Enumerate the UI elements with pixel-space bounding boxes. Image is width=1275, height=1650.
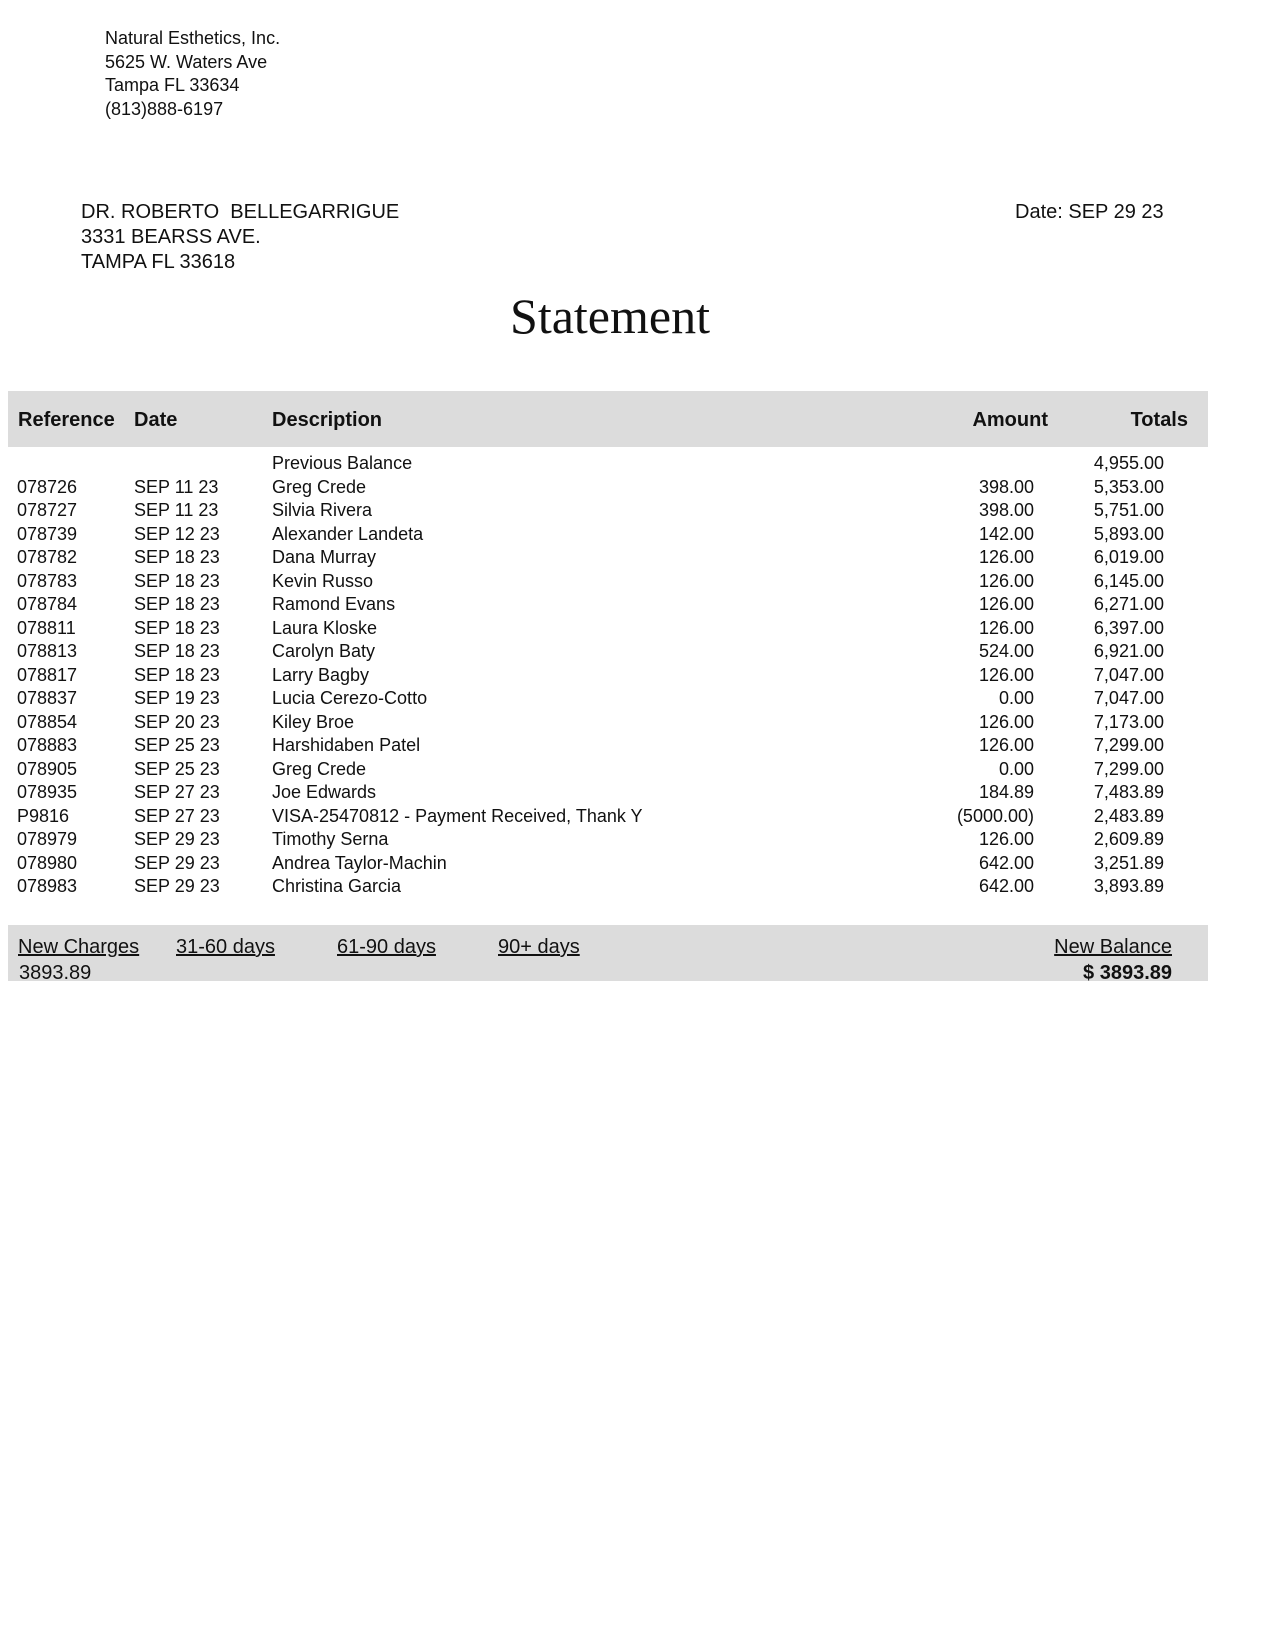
aging-summary — [8, 925, 1208, 984]
row-description: Dana Murray — [272, 547, 377, 567]
row-description: Greg Crede — [272, 476, 367, 497]
days-31-60-label: 31-60 days — [176, 936, 275, 958]
row-description: Alexander Landeta — [272, 523, 424, 544]
row-reference: 078726 — [17, 476, 78, 497]
row-total: 7,299.00 — [1093, 758, 1164, 779]
row-reference: 078979 — [17, 829, 78, 849]
row-amount: 0.00 — [998, 758, 1034, 779]
row-amount: 126.00 — [978, 735, 1034, 755]
recipient-city-line: TAMPA FL 33618 — [81, 251, 236, 273]
row-amount: 126.00 — [978, 617, 1034, 638]
row-date: SEP 25 23 — [134, 735, 220, 755]
row-description: Joe Edwards — [272, 782, 377, 802]
row-description: Timothy Serna — [272, 829, 389, 849]
header-amount: Amount — [972, 409, 1048, 431]
table-row — [0, 758, 1220, 782]
table-row — [0, 570, 1220, 594]
row-description: VISA-25470812 - Payment Received, Thank Y — [272, 805, 643, 826]
row-date: SEP 20 23 — [134, 711, 220, 732]
row-total: 6,145.00 — [1093, 570, 1164, 591]
row-date: SEP 18 23 — [134, 641, 220, 661]
row-reference: 078817 — [17, 664, 78, 685]
row-date: SEP 19 23 — [134, 688, 220, 708]
row-description: Laura Kloske — [272, 617, 378, 638]
row-amount: 184.89 — [978, 782, 1034, 802]
row-description: Harshidaben Patel — [272, 735, 421, 755]
row-description: Kevin Russo — [272, 570, 374, 591]
table-row — [0, 687, 1220, 711]
row-reference: 078782 — [17, 547, 78, 567]
header-totals: Totals — [1130, 409, 1188, 431]
new-charges-value: 3893.89 — [19, 962, 92, 984]
row-date: SEP 18 23 — [134, 570, 220, 591]
company-name: Natural Esthetics, Inc. — [105, 28, 281, 48]
table-row — [0, 781, 1220, 805]
row-reference: 078983 — [17, 876, 78, 896]
page-title: Statement — [510, 288, 710, 344]
row-amount: 126.00 — [978, 711, 1034, 732]
row-reference: 078727 — [17, 500, 78, 520]
row-reference: 078905 — [17, 758, 78, 779]
row-total: 7,483.89 — [1093, 782, 1164, 802]
row-total: 7,047.00 — [1093, 664, 1164, 685]
row-reference: 078883 — [17, 735, 78, 755]
row-amount: 642.00 — [978, 852, 1034, 873]
row-reference: 078837 — [17, 688, 78, 708]
row-description: Greg Crede — [272, 758, 367, 779]
row-date: SEP 29 23 — [134, 876, 220, 896]
row-amount: 142.00 — [978, 523, 1034, 544]
recipient-name: DR. ROBERTO BELLEGARRIGUE — [81, 201, 400, 223]
table-row — [0, 711, 1220, 735]
row-description: Silvia Rivera — [272, 500, 373, 520]
row-date: SEP 27 23 — [134, 782, 220, 802]
row-total: 6,397.00 — [1093, 617, 1164, 638]
row-total: 6,271.00 — [1093, 594, 1164, 614]
row-amount: 126.00 — [978, 570, 1034, 591]
table-row — [0, 523, 1220, 547]
row-date: SEP 18 23 — [134, 594, 220, 614]
row-amount: 126.00 — [978, 594, 1034, 614]
row-description: Lucia Cerezo-Cotto — [272, 688, 428, 708]
row-amount: 398.00 — [978, 476, 1034, 497]
row-total: 6,019.00 — [1093, 547, 1164, 567]
row-total: 3,251.89 — [1093, 852, 1164, 873]
company-city-line: Tampa FL 33634 — [105, 75, 240, 95]
row-total: 7,047.00 — [1093, 688, 1164, 708]
company-address-block — [105, 27, 280, 121]
row-reference: 078935 — [17, 782, 78, 802]
row-date: SEP 12 23 — [134, 523, 220, 544]
row-date: SEP 25 23 — [134, 758, 220, 779]
row-date: SEP 29 23 — [134, 852, 220, 873]
table-row — [0, 546, 1220, 570]
table-row — [0, 875, 1220, 899]
table-row — [0, 734, 1220, 758]
row-date: SEP 18 23 — [134, 547, 220, 567]
row-amount: 126.00 — [978, 547, 1034, 567]
row-date: SEP 27 23 — [134, 805, 220, 826]
row-amount: 0.00 — [998, 688, 1034, 708]
row-amount: 642.00 — [978, 876, 1034, 896]
row-reference: 078854 — [17, 711, 78, 732]
row-amount: 126.00 — [978, 829, 1034, 849]
row-reference: 078739 — [17, 523, 78, 544]
row-total: 4,955.00 — [1093, 453, 1164, 473]
company-street: 5625 W. Waters Ave — [105, 51, 268, 72]
table-header — [8, 391, 1208, 447]
row-description: Previous Balance — [272, 453, 413, 473]
recipient-street: 3331 BEARSS AVE. — [81, 226, 261, 248]
row-total: 5,893.00 — [1093, 523, 1164, 544]
table-row — [0, 664, 1220, 688]
table-row — [0, 499, 1220, 523]
row-reference: P9816 — [17, 805, 70, 826]
table-row — [0, 805, 1220, 829]
row-total: 6,921.00 — [1093, 641, 1164, 661]
row-description: Larry Bagby — [272, 664, 370, 685]
table-row — [0, 476, 1220, 500]
new-balance-value: $ 3893.89 — [1083, 962, 1172, 984]
row-total: 2,483.89 — [1093, 805, 1164, 826]
header-reference: Reference — [18, 409, 115, 431]
row-description: Ramond Evans — [272, 594, 396, 614]
table-row — [0, 852, 1220, 876]
new-balance-label: New Balance — [1054, 936, 1172, 958]
row-amount: 524.00 — [978, 641, 1034, 661]
table-row — [0, 617, 1220, 641]
row-description: Andrea Taylor-Machin — [272, 852, 447, 873]
table-row — [0, 593, 1220, 617]
row-date: SEP 11 23 — [134, 476, 219, 497]
row-reference: 078813 — [17, 641, 78, 661]
row-description: Christina Garcia — [272, 876, 402, 896]
company-phone: (813)888-6197 — [105, 98, 224, 119]
row-date: SEP 11 23 — [134, 500, 219, 520]
row-total: 7,299.00 — [1093, 735, 1164, 755]
header-date: Date — [134, 409, 178, 431]
row-amount: (5000.00) — [956, 805, 1034, 826]
row-date: SEP 18 23 — [134, 617, 220, 638]
row-date: SEP 18 23 — [134, 664, 220, 685]
header-description: Description — [272, 409, 383, 431]
new-charges-label: New Charges — [18, 936, 140, 958]
recipient-address-block — [81, 200, 399, 275]
row-amount: 398.00 — [978, 500, 1034, 520]
row-description: Carolyn Baty — [272, 641, 376, 661]
row-reference: 078980 — [17, 852, 78, 873]
row-total: 5,751.00 — [1093, 500, 1164, 520]
days-61-90-label: 61-90 days — [337, 936, 436, 958]
days-90-plus-label: 90+ days — [498, 936, 580, 958]
table-row — [0, 452, 1220, 476]
row-total: 5,353.00 — [1093, 476, 1164, 497]
row-description: Kiley Broe — [272, 711, 355, 732]
statement-rows — [0, 452, 1220, 899]
row-total: 3,893.89 — [1093, 876, 1164, 896]
table-row — [0, 828, 1220, 852]
row-reference: 078784 — [17, 594, 78, 614]
table-row — [0, 640, 1220, 664]
row-reference: 078811 — [17, 617, 76, 638]
row-total: 7,173.00 — [1093, 711, 1164, 732]
row-total: 2,609.89 — [1093, 829, 1164, 849]
row-amount: 126.00 — [978, 664, 1034, 685]
row-date: SEP 29 23 — [134, 829, 220, 849]
statement-date: Date: SEP 29 23 — [1015, 201, 1164, 223]
row-reference: 078783 — [17, 570, 78, 591]
